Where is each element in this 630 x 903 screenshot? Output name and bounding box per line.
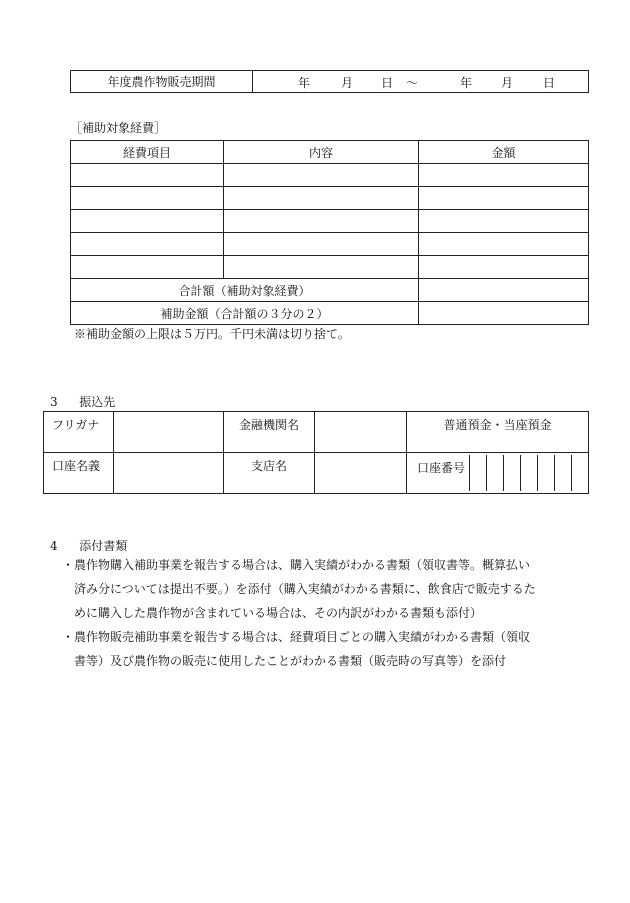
expense-section-heading: ［補助対象経費］ (70, 121, 167, 135)
table-row (71, 187, 589, 210)
subsidy-label: 補助金額（合計額の３分の２） (71, 302, 419, 325)
expense-header-row (71, 141, 589, 164)
bullet-text-line: 済み分については提出不要。）を添付（購入実績がわかる書類に、飲食店で販売するた (74, 582, 536, 596)
expense-content-cell[interactable] (224, 233, 419, 256)
list-item (62, 553, 592, 625)
tilde-separator: 〜 (406, 76, 419, 90)
sales-period-dates[interactable] (253, 71, 589, 93)
bank-row-2 (44, 453, 589, 494)
account-holder-field[interactable] (114, 453, 224, 494)
section-title: 添付書類 (79, 539, 128, 553)
expense-item-cell[interactable] (71, 210, 224, 233)
expense-item-cell[interactable] (71, 164, 224, 187)
account-number-digits (469, 455, 588, 491)
expense-item-cell[interactable] (71, 256, 224, 279)
start-year-label: 年 (298, 76, 311, 90)
account-number-label: 口座番号 (417, 461, 466, 475)
bank-name-field[interactable] (315, 412, 407, 453)
subsidy-row (71, 302, 589, 325)
section-title: 振込先 (79, 395, 116, 409)
expense-amount-cell[interactable] (419, 233, 589, 256)
expense-amount-cell[interactable] (419, 256, 589, 279)
furigana-label: フリガナ (44, 412, 114, 453)
account-digit-box[interactable] (537, 455, 554, 491)
table-row (71, 164, 589, 187)
expense-content-cell[interactable] (224, 164, 419, 187)
bullet-text-line: めに購入した農作物が含まれている場合は、その内訳がわかる書類も添付） (74, 606, 483, 620)
account-digit-box[interactable] (469, 455, 486, 491)
total-label: 合計額（補助対象経費） (71, 279, 419, 302)
expense-content-cell[interactable] (224, 187, 419, 210)
end-day-label: 日 (543, 76, 556, 90)
column-header-content: 内容 (224, 141, 419, 164)
bullet-text-line: 書等）及び農作物の販売に使用したことがわかる書類（販売時の写真等）を添付 (74, 654, 507, 668)
table-row (71, 233, 589, 256)
attachments-section-heading (50, 537, 127, 554)
start-month-label: 月 (341, 76, 354, 90)
bullet-mark: ・ (62, 558, 75, 572)
expense-amount-cell[interactable] (419, 210, 589, 233)
expense-content-cell[interactable] (224, 210, 419, 233)
bank-account-table (43, 411, 589, 494)
table-row (71, 210, 589, 233)
account-digit-box[interactable] (503, 455, 520, 491)
section-number: 3 (50, 395, 58, 409)
section-number: 4 (50, 539, 58, 553)
total-amount-cell[interactable] (419, 279, 589, 302)
expense-amount-cell[interactable] (419, 187, 589, 210)
table-row (71, 256, 589, 279)
bank-row-1 (44, 412, 589, 453)
expense-item-cell[interactable] (71, 233, 224, 256)
expense-item-cell[interactable] (71, 187, 224, 210)
account-digit-box[interactable] (571, 455, 588, 491)
furigana-field[interactable] (114, 412, 224, 453)
sales-period-row (71, 71, 589, 93)
sales-period-table (70, 70, 589, 93)
account-digit-box[interactable] (520, 455, 537, 491)
expense-amount-cell[interactable] (419, 164, 589, 187)
transfer-section-heading (50, 393, 115, 410)
account-holder-label: 口座名義 (44, 453, 114, 494)
expense-content-cell[interactable] (224, 256, 419, 279)
column-header-item: 経費項目 (71, 141, 224, 164)
bullet-text-line: 農作物販売補助事業を報告する場合は、経費項目ごとの購入実績がわかる書類（領収 (74, 630, 531, 644)
end-month-label: 月 (501, 76, 514, 90)
branch-label: 支店名 (224, 453, 315, 494)
bullet-text-line: 農作物購入補助事業を報告する場合は、購入実績がわかる書類（領収書等。概算払い (74, 558, 531, 572)
subsidy-amount-cell[interactable] (419, 302, 589, 325)
end-year-label: 年 (460, 76, 473, 90)
attachments-list (62, 553, 592, 673)
expense-table (70, 140, 589, 325)
account-type-selector[interactable]: 普通預金・当座預金 (407, 412, 589, 453)
account-digit-box[interactable] (486, 455, 503, 491)
total-row (71, 279, 589, 302)
bullet-mark: ・ (62, 630, 75, 644)
bank-name-label: 金融機関名 (224, 412, 315, 453)
account-number-cell (407, 453, 589, 494)
subsidy-limit-note: ※補助金額の上限は５万円。千円未満は切り捨て。 (74, 327, 350, 341)
account-digit-box[interactable] (554, 455, 571, 491)
start-day-label: 日 (381, 76, 394, 90)
column-header-amount: 金額 (419, 141, 589, 164)
branch-field[interactable] (315, 453, 407, 494)
sales-period-label: 年度農作物販売期間 (71, 71, 253, 93)
list-item (62, 625, 592, 673)
